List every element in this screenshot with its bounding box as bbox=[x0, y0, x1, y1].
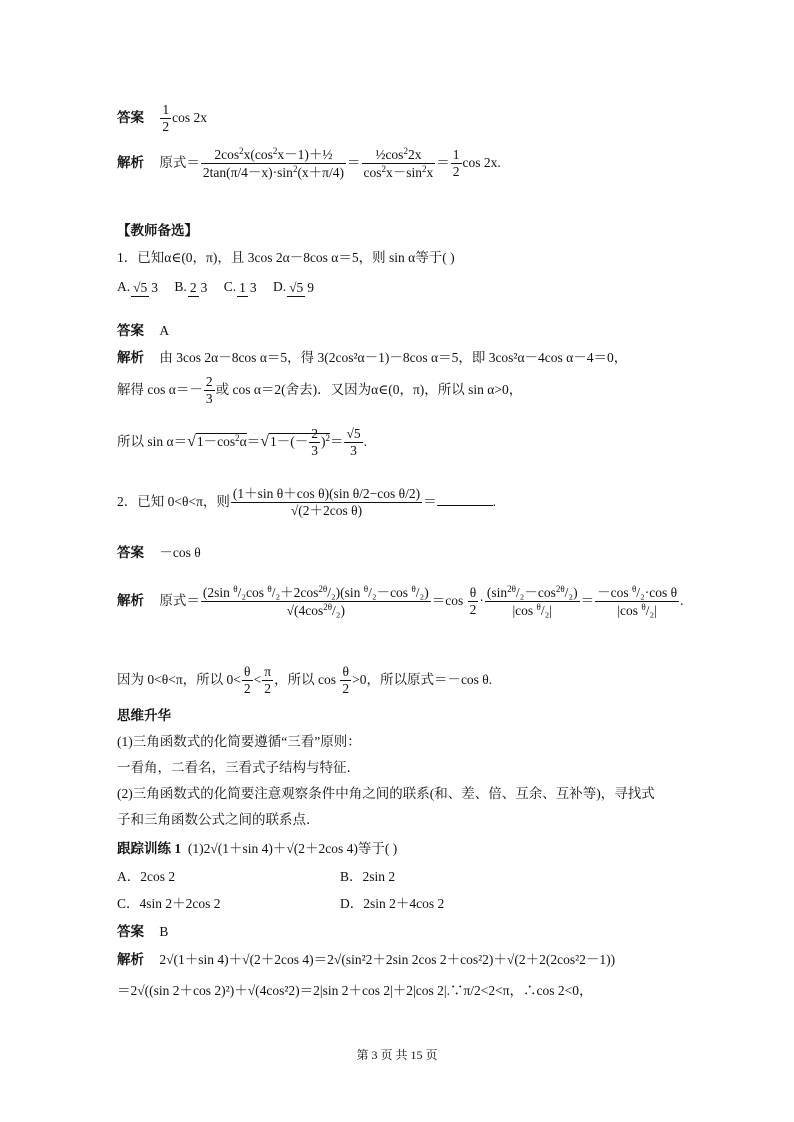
q1-analysis-line1: 解析 由 3cos 2α－8cos α＝5，得 3(2cos²α－1)－8cos α＝5，即 3cos²α－4cos α－4＝0， bbox=[117, 350, 628, 365]
top-analysis-line: 解析 原式＝ $\frac{2\cos^2x(\cos^2x-1)+\frac{1}{2}}{2\tan(\pi/4-x)\cdot\sin^2(x+\pi/4)}$ ＝ $\frac{\frac{1}{2}\cos^22x}{\cos^2x-\sin^2x}$ ＝ $\frac{1}{2}$ cos 2x. bbox=[117, 146, 501, 181]
q2-conclusion: 因为 0<θ<π，所以 0< $\frac{\theta}{2}$ < $\frac{\pi}{2}$ ，所以 cos $\frac{\theta}{2}$ >0，所以原式＝－cos θ. bbox=[117, 664, 493, 697]
page-footer: 第 3 页 共 15 页 bbox=[356, 1048, 438, 1062]
q1-stem: 1．已知α∈(0，π)，且 3cos 2α－8cos α＝5，则 sin α等于( ) bbox=[117, 250, 455, 265]
q1-answer-line: 答案 A bbox=[117, 323, 170, 338]
analysis-label: 解析 bbox=[117, 154, 144, 170]
answer-blank bbox=[437, 505, 493, 506]
thinking-p2: 一看角，二看名，三看式子结构与特征． bbox=[117, 760, 360, 775]
q2-answer: －cos θ bbox=[159, 545, 201, 560]
thinking-p3: (2)三角函数式的化简要注意观察条件中角之间的联系(和、差、倍、互余、互补等)，寻找式 bbox=[117, 786, 655, 801]
q1-analysis-line3: 所以 $\sin \alpha=√1-\cos^2\alpha=√1-(-$ $\frac{2}{3}$ )$^2$＝ $\frac{√5}{3}$ . bbox=[117, 426, 368, 459]
top-answer-line: 答案 $\frac{1}{2}$ cos 2x bbox=[117, 102, 207, 135]
track-analysis-line2: ＝2√((sin 2＋cos 2)²)＋√(4cos²2)＝2|sin 2＋cos 2|＋2|cos 2|.∵π/2<2<π，∴cos 2<0， bbox=[117, 983, 593, 998]
track-option-c: C．4sin 2＋2cos 2 bbox=[117, 896, 221, 911]
thinking-p1: (1)三角函数式的化简要遵循“三看”原则： bbox=[117, 734, 361, 749]
track-option-a: A．2cos 2 bbox=[117, 869, 176, 884]
teacher-heading: 【教师备选】 bbox=[117, 223, 198, 238]
answer-label: 答案 bbox=[117, 109, 144, 125]
thinking-heading: 思维升华 bbox=[117, 708, 171, 723]
track-option-d: D．2sin 2＋4cos 2 bbox=[340, 896, 445, 911]
track-answer-line: 答案 B bbox=[117, 924, 169, 939]
track-option-b: B．2sin 2 bbox=[340, 869, 396, 884]
thinking-p4: 子和三角函数公式之间的联系点． bbox=[117, 812, 320, 827]
q2-stem: 2．已知 0<θ<π，则 $\frac{\text{(1＋sin θ＋cos θ)(sin θ/2−cos θ/2)}}{\text{√(2＋2cos θ)}}$ ＝ . bbox=[117, 486, 496, 519]
track-analysis-line1: 解析 2√(1＋sin 4)＋√(2＋2cos 4)＝2√(sin²2＋2sin 2cos 2＋cos²2)＋√(2＋2(2cos²2－1)) bbox=[117, 952, 616, 967]
q1-answer: A bbox=[159, 323, 170, 338]
track-stem: 跟踪训练 1 (1)2√(1＋sin 4)＋√(2＋2cos 4)等于( ) bbox=[117, 841, 398, 856]
q2-analysis-line: 解析 原式＝ $\frac{(2\sin ^\theta/_2\cos ^\theta/_2+2\cos^{2\theta}/_2)(\sin ^\theta/_2-\cos ^\theta/_2)}{√(4\cos^{2\theta}/_2)}$ ＝cos $\frac{\theta}{2}$ · $\frac{(\sin^{2\theta}/_2-\cos^{2\theta}/_2)}{|\cos ^\theta/_2|}$ ＝ $\frac{-\cos ^\theta/_2\cdot\cos \theta}{|\cos ^\theta/_2|}$ . bbox=[117, 584, 684, 619]
q1-analysis-line2: 解得 cos α＝－ $\frac{2}{3}$ 或 cos α＝2(舍去)．又因为α∈(0，π)，所以 sin α>0， bbox=[117, 374, 523, 407]
q1-options: A. √5 3 B. 2 3 C. 1 3 D. √5 9 bbox=[117, 278, 317, 297]
track-answer: B bbox=[159, 924, 169, 939]
q2-answer-line: 答案 －cos θ bbox=[117, 545, 201, 560]
